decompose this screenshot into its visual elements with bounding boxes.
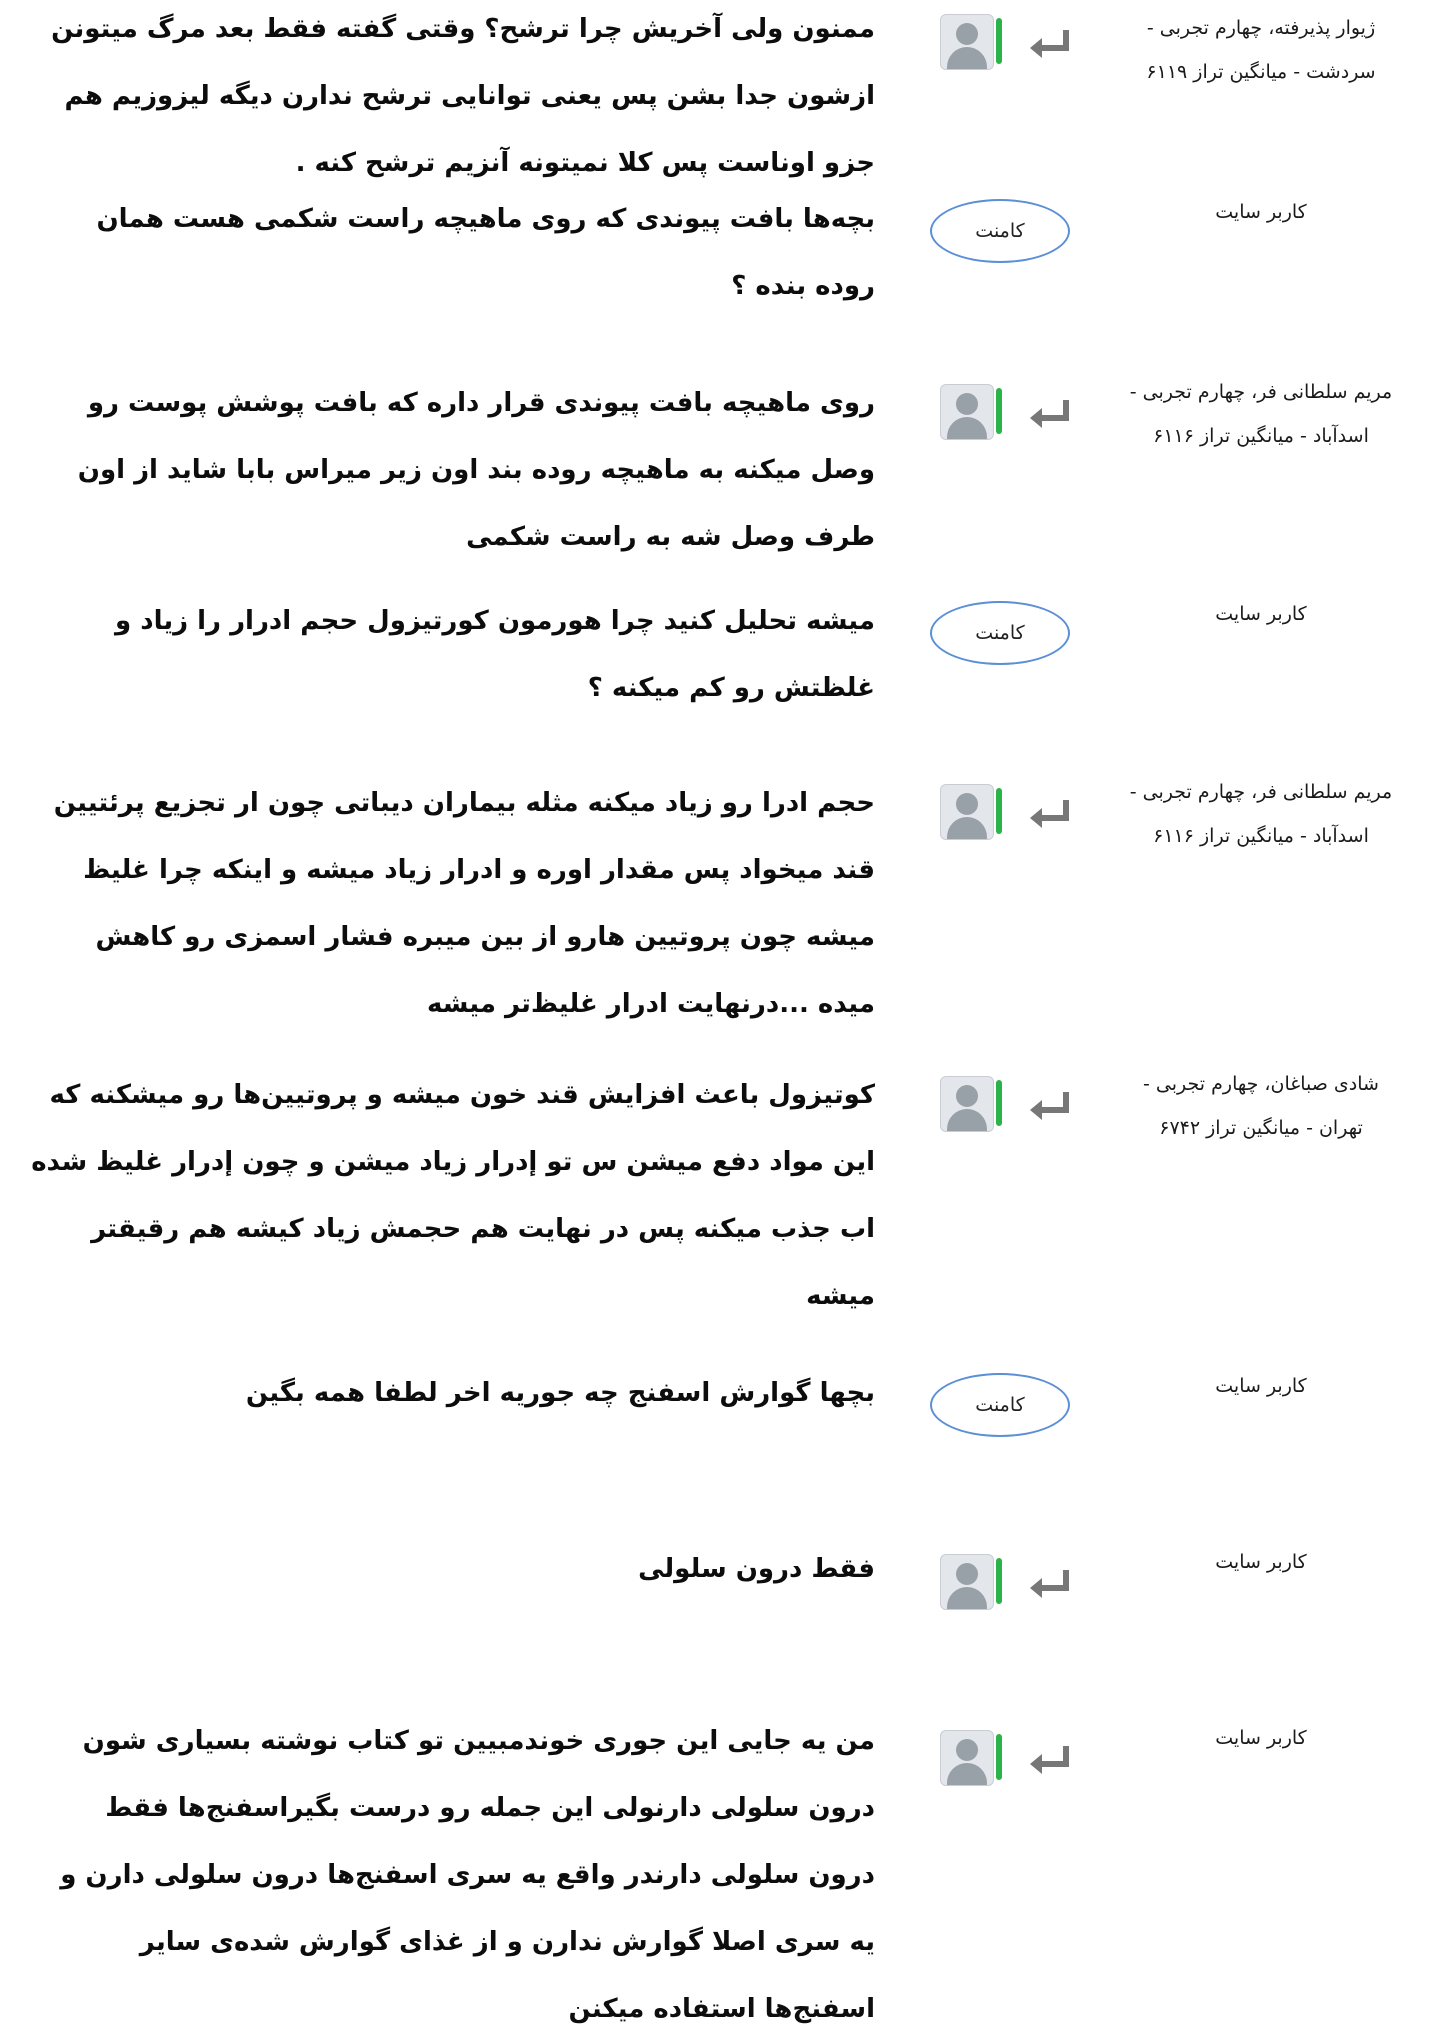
comment-badge[interactable]: کامنت [930, 601, 1070, 665]
online-indicator-bar [996, 18, 1002, 64]
avatar [940, 1076, 1002, 1138]
comment-text: میشه تحلیل کنید چرا هورمون کورتیزول حجم ادرار را زیاد و غلظتش رو کم میکنه ؟ [115, 606, 875, 703]
author-name: شادی صباغان، چهارم تجربی - [1143, 1073, 1379, 1095]
comment-text: حجم ادرا رو زیاد میکنه مثله بیماران دیباتی چون ار تجزیع پرئتیین قند میخواد پس مقدار اوره و ادرار زیاد میشه و اینکه چرا غلیظ میشه چون پروتیین هارو از بین میبره فشار اسمزی رو کاهش میده ...درنهایت ادرار غلیظ‌تر میشه [53, 788, 875, 1019]
comment-text: بچها گوارش اسفنج چه جوریه اخر لطفا همه بگین [245, 1378, 875, 1408]
author-name: کاربر سایت [1215, 1375, 1307, 1397]
reply-arrow-icon[interactable] [1026, 26, 1072, 66]
online-indicator-bar [996, 1080, 1002, 1126]
comment-badge[interactable]: کامنت [930, 199, 1070, 263]
author-info [1100, 1540, 1422, 1584]
user-avatar-icon [940, 1730, 994, 1786]
author-detail: تهران - میانگین تراز ۶۷۴۲ [1159, 1117, 1363, 1139]
user-avatar-icon [940, 14, 994, 70]
comment-badge[interactable]: کامنت [930, 1373, 1070, 1437]
user-avatar-icon [940, 784, 994, 840]
author-name: کاربر سایت [1215, 1551, 1307, 1573]
thread-entry [0, 1540, 1434, 1640]
online-indicator-bar [996, 1558, 1002, 1604]
comment-text: روی ماهیچه بافت پیوندی قرار داره که بافت پوشش پوست رو وصل میکنه به ماهیچه روده بند اون زیر میراس بابا شاید از اون طرف وصل شه به راست شکمی [77, 388, 875, 552]
avatar [940, 14, 1002, 76]
author-info [1100, 770, 1422, 858]
online-indicator-bar [996, 1734, 1002, 1780]
author-info [1100, 1716, 1422, 1760]
user-avatar-icon [940, 1076, 994, 1132]
author-info [1100, 6, 1422, 94]
author-info [1100, 592, 1422, 636]
thread-entry [0, 190, 1434, 360]
thread-entry [0, 1062, 1434, 1311]
thread-entry [0, 1716, 1434, 2024]
user-avatar-icon [940, 1554, 994, 1610]
author-detail: سردشت - میانگین تراز ۶۱۱۹ [1146, 61, 1376, 83]
reply-arrow-icon[interactable] [1026, 1742, 1072, 1782]
reply-arrow-icon[interactable] [1026, 1088, 1072, 1128]
reply-arrow-icon[interactable] [1026, 396, 1072, 436]
online-indicator-bar [996, 788, 1002, 834]
author-detail: اسدآباد - میانگین تراز ۶۱۱۶ [1153, 825, 1369, 847]
thread-entry [0, 770, 1434, 1040]
author-name: ژیوار پذیرفته، چهارم تجربی - [1146, 17, 1376, 39]
comment-text: فقط درون سلولی [638, 1554, 875, 1584]
author-name: مریم سلطانی فر، چهارم تجربی - [1129, 381, 1393, 403]
author-name: کاربر سایت [1215, 1727, 1307, 1749]
author-name: کاربر سایت [1215, 603, 1307, 625]
author-info [1100, 1062, 1422, 1150]
thread-entry [0, 592, 1434, 762]
avatar [940, 784, 1002, 846]
comment-text: بچه‌ها بافت پیوندی که روی ماهیچه راست شکمی هست همان روده بنده ؟ [96, 204, 875, 301]
comment-text: من یه جایی این جوری خوندمبیین تو کتاب نوشته بسیاری شون درون سلولی دارنولی این جمله رو درست بگیراسفنج‌ها فقط درون سلولی دارندر واقع یه سری اسفنج‌ها درون سلولی دارن و یه سری اصلا گوارش ندارن و از غذای گوارش شده‌ی سایر اسفنج‌ها استفاده میکنن [60, 1726, 875, 2024]
comment-text: ممنون ولی آخریش چرا ترشح؟ وقتی گفته فقط بعد مرگ میتونن ازشون جدا بشن پس یعنی توانایی ترشح ندارن دیگه لیزوزیم هم جزو اوناست پس کلا نمیتونه آنزیم ترشح کنه . [51, 14, 875, 178]
avatar [940, 384, 1002, 446]
reply-arrow-icon[interactable] [1026, 796, 1072, 836]
comment-text: کوتیزول باعث افزایش قند خون میشه و پروتیین‌ها رو میشکنه که این مواد دفع میشن س تو إدرار زیاد میشن و چون إدرار غلیظ شده اب جذب میکنه پس در نهایت هم حجمش زیاد کیشه هم رقیقتر میشه [31, 1080, 875, 1311]
author-info [1100, 190, 1422, 234]
avatar [940, 1554, 1002, 1616]
avatar [940, 1730, 1002, 1792]
online-indicator-bar [996, 388, 1002, 434]
author-detail: اسدآباد - میانگین تراز ۶۱۱۶ [1153, 425, 1369, 447]
thread-entry [0, 0, 1434, 190]
user-avatar-icon [940, 384, 994, 440]
author-name: مریم سلطانی فر، چهارم تجربی - [1129, 781, 1393, 803]
author-info [1100, 1364, 1422, 1408]
author-info [1100, 370, 1422, 458]
reply-arrow-icon[interactable] [1026, 1566, 1072, 1606]
thread-entry [0, 370, 1434, 570]
author-name: کاربر سایت [1215, 201, 1307, 223]
thread-entry [0, 1364, 1434, 1474]
